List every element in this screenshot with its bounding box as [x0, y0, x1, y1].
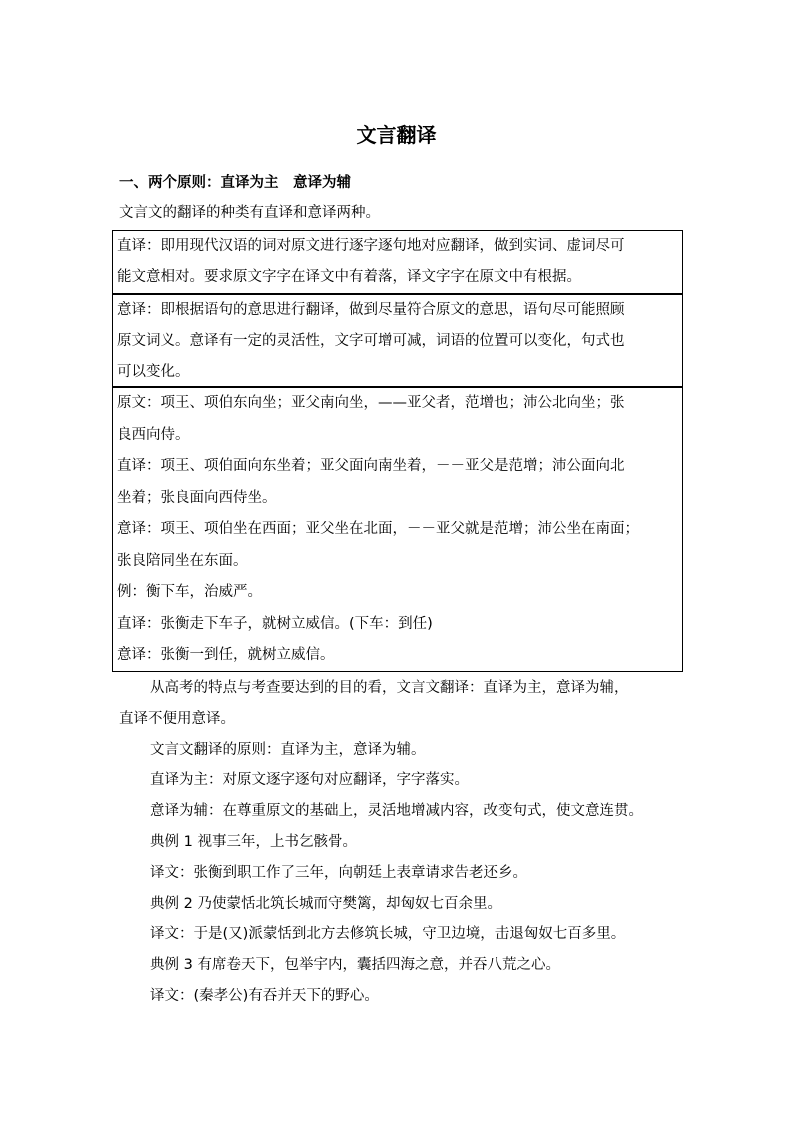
body-line: 典例 3 有席卷天下，包举宇内，囊括四海之意，并吞八荒之心。: [150, 957, 560, 974]
box-line: 例：衡下车，治威严。: [117, 584, 262, 600]
box-line: 原文：项王、项伯东向坐；亚父南向坐，——亚父者，范增也；沛公北向坐；张: [117, 395, 625, 411]
box-line: 直译：即用现代汉语的词对原文进行逐字逐句地对应翻译，做到实词、虚词尽可: [117, 238, 625, 254]
free-translation-box: [112, 294, 683, 387]
intro-paragraph: 文言文的翻译的种类有直译和意译两种。: [119, 205, 380, 221]
body-line: 译文：(秦孝公)有吞并天下的野心。: [150, 987, 379, 1004]
box-line: 良西向侍。: [117, 426, 190, 443]
body-line: 直译不便用意译。: [119, 710, 235, 727]
box-line: 直译：项王、项伯面向东坐着；亚父面向南坐着，－－亚父是范增；沛公面向北: [117, 458, 625, 474]
body-line: 典例 2 乃使蒙恬北筑长城而守樊篱，却匈奴七百余里。: [150, 895, 502, 912]
box-line: 能文意相对。要求原文字字在译文中有着落，译文字字在原文中有根据。: [117, 269, 581, 285]
body-line: 意译为辅：在尊重原文的基础上，灵活地增减内容，改变句式，使文意连贯。: [150, 803, 643, 820]
example-box: [112, 387, 683, 672]
page-title: 文言翻译: [356, 123, 437, 147]
body-line: 译文：张衡到职工作了三年，向朝廷上表章请求告老还乡。: [150, 864, 527, 881]
box-line: 原文词义。意译有一定的灵活性，文字可增可减，词语的位置可以变化，句式也: [117, 333, 625, 349]
literal-translation-box: [112, 230, 683, 294]
box-line: 可以变化。: [117, 364, 190, 380]
box-line: 意译：即根据语句的意思进行翻译，做到尽量符合原文的意思，语句尽可能照顾: [117, 302, 625, 318]
body-line: 典例 1 视事三年，上书乞骸骨。: [150, 833, 357, 850]
body-text: [119, 673, 685, 1012]
box-line: 意译：张衡一到任，就树立威信。: [117, 647, 335, 663]
box-line: 直译：张衡走下车子，就树立威信。(下车：到任): [117, 615, 433, 632]
box-line: 张良陪同坐在东面。: [117, 552, 248, 569]
body-line: 从高考的特点与考查要达到的目的看，文言文翻译：直译为主，意译为辅，: [150, 680, 629, 696]
body-line: 译文：于是(又)派蒙恬到北方去修筑长城，守卫边境，击退匈奴七百多里。: [150, 926, 626, 943]
box-line: 意译：项王、项伯坐在西面；亚父坐在北面，－－亚父就是范增；沛公坐在南面；: [117, 521, 639, 537]
body-line: 直译为主：对原文逐字逐句对应翻译，字字落实。: [150, 772, 469, 789]
section-heading: 一、两个原则：直译为主 意译为辅: [119, 175, 351, 191]
body-line: 文言文翻译的原则：直译为主，意译为辅。: [150, 741, 426, 758]
box-line: 坐着；张良面向西侍坐。: [117, 489, 277, 506]
